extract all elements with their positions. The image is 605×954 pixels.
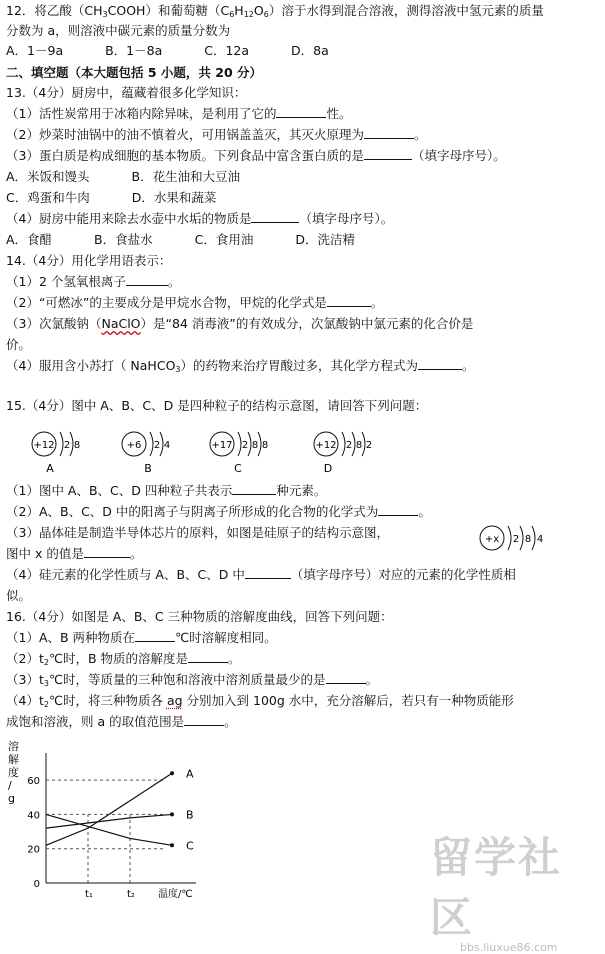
q15-part3: （3）晶体硅是制造半导体芯片的原料，如图是硅原子的结构示意图， [6,525,389,540]
series-label-b: B [186,808,194,822]
series-point-a [170,771,174,775]
shell-count: 2 [241,440,249,451]
answer-blank[interactable] [232,482,276,495]
option-d[interactable]: D．洗洁精 [295,232,355,247]
atom-structure-b [120,428,190,478]
shell-count: 4 [163,440,171,451]
atom-label: D [323,462,333,475]
series-label-a: A [186,767,194,781]
answer-blank[interactable] [327,294,371,307]
answer-blank[interactable] [188,650,228,663]
option-a[interactable]: A．米饭和馒头 [6,169,90,184]
watermark-logo [430,825,605,954]
q13-part3-options-row1 [6,168,278,186]
q16-part2: $(2)t_2℃$时，B 物质的溶解度是 。 [6,651,241,667]
q15-part4-cont: 似。 [6,588,32,603]
atom-label: B [144,462,152,475]
y-tick-label: 0 [33,879,40,890]
atom-label: A [46,462,54,475]
option-d[interactable]: D．8a [291,43,329,58]
y-axis-label-char: 溶 [8,740,19,753]
y-axis-label-char: 解 [8,753,19,766]
q12-stem: 12．将乙酸$(CH_3COOH)$和葡萄糖$(C_6H_{12}O_6)$溶于水得到混合溶液，测得溶液中氢元素的质量 [6,3,544,19]
x-tick-label: t₁ [85,889,93,900]
series-line-c [46,814,172,845]
q16-part4-cont: 成饱和溶液，则 a 的取值范围是 。 [6,714,237,729]
q12-options [6,42,367,60]
q12-stem-cont: 分数为 a，则溶液中碳元素的质量分数为 [6,23,231,38]
q15-part4: （4）硅元素的化学性质与 A、B、C、D 中 （填字母序号）对应的元素的化学性质相 [6,567,516,582]
answer-blank[interactable] [276,105,326,118]
atom-structure-a [30,428,100,478]
watermark-title: 留学社区 [430,833,563,942]
shell-count: 4 [536,534,544,545]
q13-part4-options [6,231,393,249]
q16-part4: $(4)t_2℃$时，将三种物质各 ag 分别加入到 100g 水中，充分溶解后，若只有一种物质能形 [6,693,514,709]
nucleus-charge: +12 [33,440,55,451]
watermark-url: bbs.liuxue86.com [460,941,558,954]
series-point-c [170,843,174,847]
silicon-atom-structure [478,522,568,562]
series-point-b [170,812,174,816]
nucleus-charge: +x [484,534,500,545]
answer-blank[interactable] [184,713,224,726]
shell-count: 8 [261,440,269,451]
q14-part1: （1）2 个氢氧根离子 。 [6,274,181,289]
answer-blank[interactable] [84,545,130,558]
q16-part1: （1）A、B 两种物质在 ℃时溶解度相同。 [6,630,277,645]
q15-part1: （1）图中 A、B、C、D 四种粒子共表示 种元素。 [6,483,327,498]
series-label-c: C [186,839,194,853]
atom-structure-c [208,428,288,478]
q14-part2: （2）“可燃冰”的主要成分是甲烷水合物，甲烷的化学式是 。 [6,295,384,310]
x-tick-label: t₂ [127,889,135,900]
shell-count: 8 [355,440,363,451]
shell-count: 2 [63,440,71,451]
q13-part3: （3）蛋白质是构成细胞的基本物质。下列食品中富含蛋白质的是 （填字母序号）。 [6,148,506,163]
answer-blank[interactable] [245,566,291,579]
series-line-a [46,773,172,845]
answer-blank[interactable] [135,629,175,642]
q16-part3: $(3)t_3℃$时，等质量的三种饱和溶液中溶剂质量最少的是 。 [6,672,379,688]
y-axis-label-char: g [8,792,15,805]
answer-blank[interactable] [364,126,414,139]
shell-count: 8 [251,440,259,451]
option-c[interactable]: C．鸡蛋和牛肉 [6,190,90,205]
answer-blank[interactable] [378,503,418,516]
answer-blank[interactable] [418,357,462,370]
q16-stem: 16.（4分）如图是 A、B、C 三种物质的溶解度曲线，回答下列问题： [6,609,393,624]
solubility-curve-chart [6,738,206,903]
shell-count: 8 [524,534,532,545]
answer-blank[interactable] [126,273,168,286]
q13-part3-options-row2 [6,189,254,207]
y-tick-label: 20 [27,844,40,856]
option-d[interactable]: D．水果和蔬菜 [131,190,217,205]
option-b[interactable]: B．1－8a [105,43,163,58]
q13-stem: 13.（4分）厨房中，蕴藏着很多化学知识： [6,85,247,100]
q13-part1: （1）活性炭常用于冰箱内除异味，是利用了它的 性。 [6,106,352,121]
answer-blank[interactable] [251,210,299,223]
y-tick-label: 40 [27,810,40,822]
q14-part3-cont: 价。 [6,337,32,352]
y-axis-label-char: / [8,779,12,792]
section-title: 二、填空题（本大题包括 5 小题，共 20 分） [6,65,263,80]
option-c[interactable]: C．食用油 [194,232,254,247]
q14-part3: （3）次氯酸钠（NaClO）是“84 消毒液”的有效成分，次氯酸钠中氯元素的化合价是 [6,316,474,331]
nucleus-charge: +17 [211,440,233,451]
q15-stem: 15.（4分）图中 A、B、C、D 是四种粒子的结构示意图，请回答下列问题： [6,398,428,413]
q15-part2: （2）A、B、C、D 中的阳离子与阴离子所形成的化合物的化学式为 。 [6,504,431,519]
nucleus-charge: +6 [126,440,142,451]
option-a[interactable]: A．1－9a [6,43,64,58]
nucleus-charge: +12 [315,440,337,451]
shell-count: 2 [153,440,161,451]
q13-part2: （2）炒菜时油锅中的油不慎着火，可用锅盖盖灭，其灭火原理为 。 [6,127,427,142]
q15-part3-cont: 图中 x 的值是 。 [6,546,143,561]
series-line-b [46,814,172,828]
q14-stem: 14.（4分）用化学用语表示： [6,253,172,268]
option-a[interactable]: A．食醋 [6,232,53,247]
option-c[interactable]: C．12a [204,43,250,58]
atom-label: C [234,462,242,475]
y-tick-label: 60 [27,776,40,788]
answer-blank[interactable] [364,147,412,160]
shell-count: 2 [365,440,373,451]
q14-part4: （4）服用含小苏打（ NaHCO$_3$）的药物来治疗胃酸过多，其化学方程式为 。 [6,358,475,374]
q13-part4: （4）厨房中能用来除去水壶中水垢的物质是 （填字母序号）。 [6,211,394,226]
y-axis-label-char: 度 [8,766,19,779]
x-axis-label: 温度/℃ [158,889,193,900]
shell-count: 2 [512,534,520,545]
answer-blank[interactable] [326,671,366,684]
shell-count: 8 [73,440,81,451]
option-b[interactable]: B．花生油和大豆油 [131,169,241,184]
shell-count: 2 [345,440,353,451]
option-b[interactable]: B．食盐水 [94,232,153,247]
atom-structure-d [312,428,392,478]
